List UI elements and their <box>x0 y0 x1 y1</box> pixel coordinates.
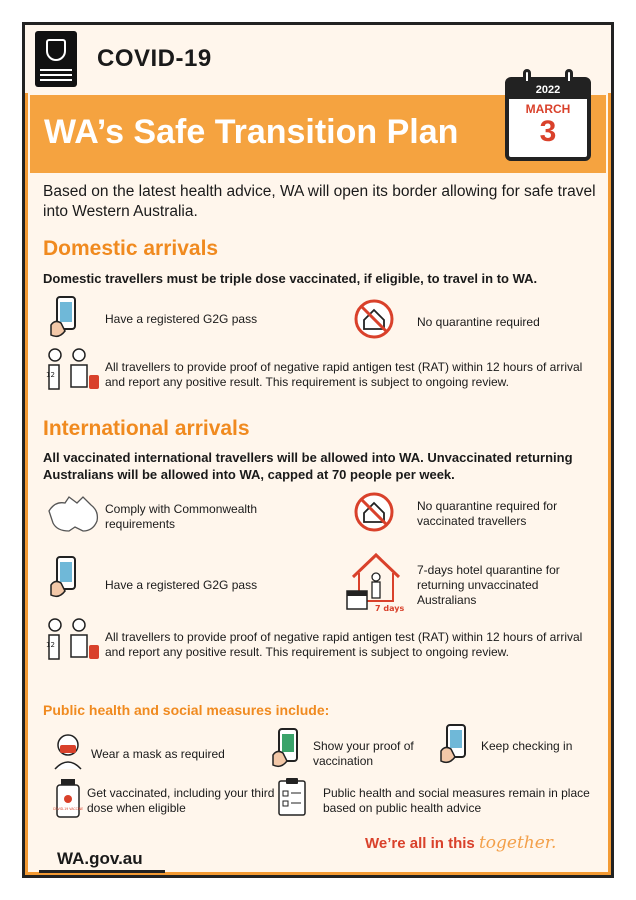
no-quarantine-icon <box>353 298 395 340</box>
site-link[interactable]: WA.gov.au <box>57 849 143 868</box>
international-heading: International arrivals <box>43 417 250 440</box>
tagline <box>365 833 556 853</box>
hotel-quarantine-icon <box>343 551 409 613</box>
rat-test-traveller-icon <box>45 617 101 665</box>
phone-pass-icon <box>47 295 87 339</box>
international-no-quarantine-text: No quarantine required for vaccinated travellers <box>417 499 558 528</box>
wa-government-crest-icon <box>35 31 77 87</box>
measure-public-health-text: Public health and social measures remain in place based on public health advice <box>323 786 590 815</box>
australia-map-icon <box>45 493 101 533</box>
site-underline <box>39 870 165 873</box>
vaccine-vial-icon <box>51 777 85 819</box>
rat-test-traveller-icon <box>45 347 101 395</box>
vial-label: COVID-19 VACCINE <box>52 807 84 811</box>
intro-text: Based on the latest health advice, WA will open its border allowing for safe travel into Western Australia. <box>43 183 596 220</box>
checklist-icon <box>277 777 307 817</box>
no-quarantine-icon <box>353 491 395 533</box>
checkin-phone-icon <box>439 723 475 765</box>
domestic-subheading: Domestic travellers must be triple dose vaccinated, if eligible, to travel in to WA. <box>43 271 538 286</box>
international-hotel-quarantine-text: 7-days hotel quarantine for returning unvaccinated Australians <box>417 563 560 607</box>
tagline-text: We’re all in this <box>365 835 475 852</box>
rat-badge: 12 <box>46 371 55 379</box>
international-commonwealth-text: Comply with Commonwealth requirements <box>105 502 258 531</box>
domestic-heading: Domestic arrivals <box>43 237 219 260</box>
measure-vaccination-proof-text: Show your proof of vaccination <box>313 739 414 768</box>
quarantine-days-badge: 7 days <box>375 604 405 613</box>
domestic-no-quarantine-text: No quarantine required <box>417 315 540 329</box>
poster <box>22 22 614 878</box>
phone-pass-icon <box>47 555 87 599</box>
international-rat-text: All travellers to provide proof of negative rapid antigen test (RAT) within 12 hours of arrival and report any positive result. This requirement is subject to ongoing review. <box>105 630 583 659</box>
measure-mask-text: Wear a mask as required <box>91 747 225 761</box>
mask-icon <box>51 733 85 771</box>
calendar-day: 3 <box>539 115 557 148</box>
page-title: WA’s Safe Transition Plan <box>44 113 459 151</box>
covid-title: COVID-19 <box>97 45 212 72</box>
measures-heading: Public health and social measures include: <box>43 702 330 718</box>
vaccination-proof-phone-icon <box>271 727 307 769</box>
calendar-year: 2022 <box>509 81 587 99</box>
calendar-month: MARCH <box>525 102 571 116</box>
calendar-icon <box>505 77 591 161</box>
measure-checkin-text: Keep checking in <box>481 739 573 753</box>
measure-vaccinated-text: Get vaccinated, including your third dose when eligible <box>87 786 275 815</box>
international-g2g-text: Have a registered G2G pass <box>105 578 258 592</box>
tagline-script: together. <box>478 833 557 853</box>
domestic-rat-text: All travellers to provide proof of negative rapid antigen test (RAT) within 12 hours of arrival and report any positive result. This requirement is subject to ongoing review. <box>105 360 583 389</box>
domestic-g2g-text: Have a registered G2G pass <box>105 312 258 326</box>
international-subheading: All vaccinated international travellers will be allowed into WA. Unvaccinated returning Australians will be allowed into WA, capped at 70 people per week. <box>43 450 573 482</box>
rat-badge: 12 <box>46 641 55 649</box>
